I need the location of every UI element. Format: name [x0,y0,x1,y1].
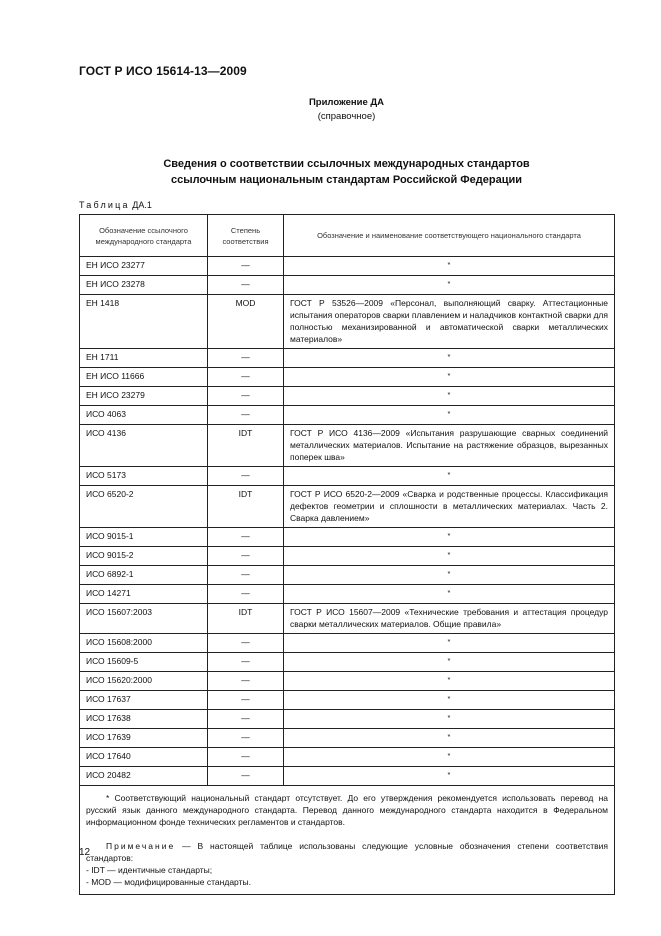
cell-international-code: ИСО 15620:2000 [80,672,208,691]
cell-degree: — [208,349,284,368]
section-title [0,156,661,188]
section-title-line2: ссылочным национальным стандартам Российской Федерации [170,174,523,186]
document-header: ГОСТ Р ИСО 15614-13—2009 [79,64,247,78]
cell-degree: — [208,653,284,672]
cell-international-code: ИСО 6892-1 [80,566,208,585]
cell-international-code: ИСО 17639 [80,729,208,748]
cell-international-code: ЕН ИСО 11666 [80,368,208,387]
cell-national-standard: * [284,368,615,387]
cell-national-standard: * [284,528,615,547]
table-body [80,257,615,786]
cell-degree: — [208,547,284,566]
table-row [80,387,615,406]
cell-degree: IDT [208,486,284,528]
cell-degree: — [208,406,284,425]
cell-national-standard: * [284,406,615,425]
cell-national-standard: * [284,387,615,406]
cell-degree: — [208,672,284,691]
cell-international-code: ИСО 5173 [80,467,208,486]
table-row [80,425,615,467]
table-row [80,349,615,368]
note-text: — В настоящей таблице использованы следующие условные обозначения степени соответствия стандартов: [86,841,608,863]
cell-international-code: ИСО 15609-5 [80,653,208,672]
annex-title: Приложение ДА [308,97,385,108]
cell-international-code: ЕН ИСО 23277 [80,257,208,276]
table-row [80,585,615,604]
cell-degree: — [208,368,284,387]
table-footnote: * Соответствующий национальный стандарт отсутствует. До его утверждения рекомендуется использовать перевод на русский язык данного международного стандарта. Перевод данного международного стандарта находится в Федеральном информационном фонде технических регламентов и стандартов. [86,793,608,827]
column-header-national: Обозначение и наименование соответствующего национального стандарта [284,215,615,257]
cell-national-standard: * [284,710,615,729]
cell-degree: IDT [208,425,284,467]
table-row [80,691,615,710]
cell-international-code: ЕН 1711 [80,349,208,368]
table-caption-prefix: Таблица [79,200,130,210]
table-row [80,767,615,786]
cell-national-standard: * [284,634,615,653]
table-caption [79,200,152,210]
cell-national-standard: * [284,349,615,368]
table-notes-row [80,786,615,895]
table-row [80,486,615,528]
cell-national-standard: * [284,585,615,604]
cell-degree: — [208,257,284,276]
cell-international-code: ИСО 4136 [80,425,208,467]
table-row [80,528,615,547]
cell-international-code: ИСО 15608:2000 [80,634,208,653]
cell-national-standard: ГОСТ Р ИСО 4136—2009 «Испытания разрушающие сварных соединений металлических материалов. Испытание на растяжение образцов, вырезанных поперек шва» [284,425,615,467]
column-header-international: Обозначение ссылочного международного стандарта [80,215,208,257]
table-row [80,653,615,672]
note-label: Примечание [106,841,176,851]
cell-national-standard: ГОСТ Р 53526—2009 «Персонал, выполняющий сварку. Аттестационные испытания операторов сварки плавлением и наладчиков контактной сварки для полностью механизированной и автоматической сварки металлических материалов» [284,295,615,349]
cell-degree: — [208,467,284,486]
table-row [80,729,615,748]
cell-national-standard: * [284,653,615,672]
cell-national-standard: * [284,257,615,276]
cell-international-code: ИСО 4063 [80,406,208,425]
cell-degree: MOD [208,295,284,349]
cell-degree: — [208,729,284,748]
table-row [80,368,615,387]
annex-subtitle: (справочное) [317,111,376,122]
cell-international-code: ИСО 6520-2 [80,486,208,528]
cell-degree: — [208,387,284,406]
table-row [80,295,615,349]
cell-international-code: ИСО 15607:2003 [80,604,208,634]
cell-international-code: ЕН ИСО 23278 [80,276,208,295]
table-row [80,547,615,566]
cell-degree: — [208,528,284,547]
cell-degree: IDT [208,604,284,634]
cell-international-code: ИСО 17640 [80,748,208,767]
cell-degree: — [208,748,284,767]
annex-heading [0,96,661,124]
cell-degree: — [208,566,284,585]
table-note [86,840,608,864]
note-item-mod: - MOD — модифицированные стандарты. [86,877,251,887]
cell-degree: — [208,585,284,604]
cell-international-code: ИСО 9015-1 [80,528,208,547]
cell-national-standard: * [284,276,615,295]
cell-national-standard: * [284,566,615,585]
cell-national-standard: * [284,672,615,691]
cell-national-standard: ГОСТ Р ИСО 6520-2—2009 «Сварка и родственные процессы. Классификация дефектов геометрии и сплошности в металлических материалах. Часть 2. Сварка давлением» [284,486,615,528]
column-header-degree: Степень соответствия [208,215,284,257]
cell-degree: — [208,634,284,653]
cell-national-standard: * [284,691,615,710]
correspondence-table [79,214,615,895]
cell-international-code: ИСО 17638 [80,710,208,729]
table-row [80,710,615,729]
table-row [80,566,615,585]
table-row [80,257,615,276]
cell-international-code: ИСО 17637 [80,691,208,710]
cell-international-code: ИСО 9015-2 [80,547,208,566]
table-header-row [80,215,615,257]
cell-international-code: ЕН 1418 [80,295,208,349]
cell-degree: — [208,767,284,786]
cell-international-code: ИСО 14271 [80,585,208,604]
table-notes [80,786,615,895]
table-row [80,276,615,295]
table-row [80,406,615,425]
section-title-line1: Сведения о соответствии ссылочных международных стандартов [163,158,530,170]
table-row [80,672,615,691]
cell-national-standard: ГОСТ Р ИСО 15607—2009 «Технические требования и аттестация процедур сварки металлических материалов. Общие правила» [284,604,615,634]
table-row [80,634,615,653]
cell-national-standard: * [284,547,615,566]
cell-degree: — [208,276,284,295]
cell-national-standard: * [284,729,615,748]
table-row [80,748,615,767]
cell-national-standard: * [284,767,615,786]
page-number: 12 [79,847,91,858]
table-row [80,604,615,634]
table-caption-number: ДА.1 [132,200,152,210]
cell-degree: — [208,691,284,710]
note-item-idt: - IDT — идентичные стандарты; [86,865,213,875]
cell-international-code: ЕН ИСО 23279 [80,387,208,406]
cell-degree: — [208,710,284,729]
cell-international-code: ИСО 20482 [80,767,208,786]
cell-national-standard: * [284,748,615,767]
table-row [80,467,615,486]
cell-national-standard: * [284,467,615,486]
